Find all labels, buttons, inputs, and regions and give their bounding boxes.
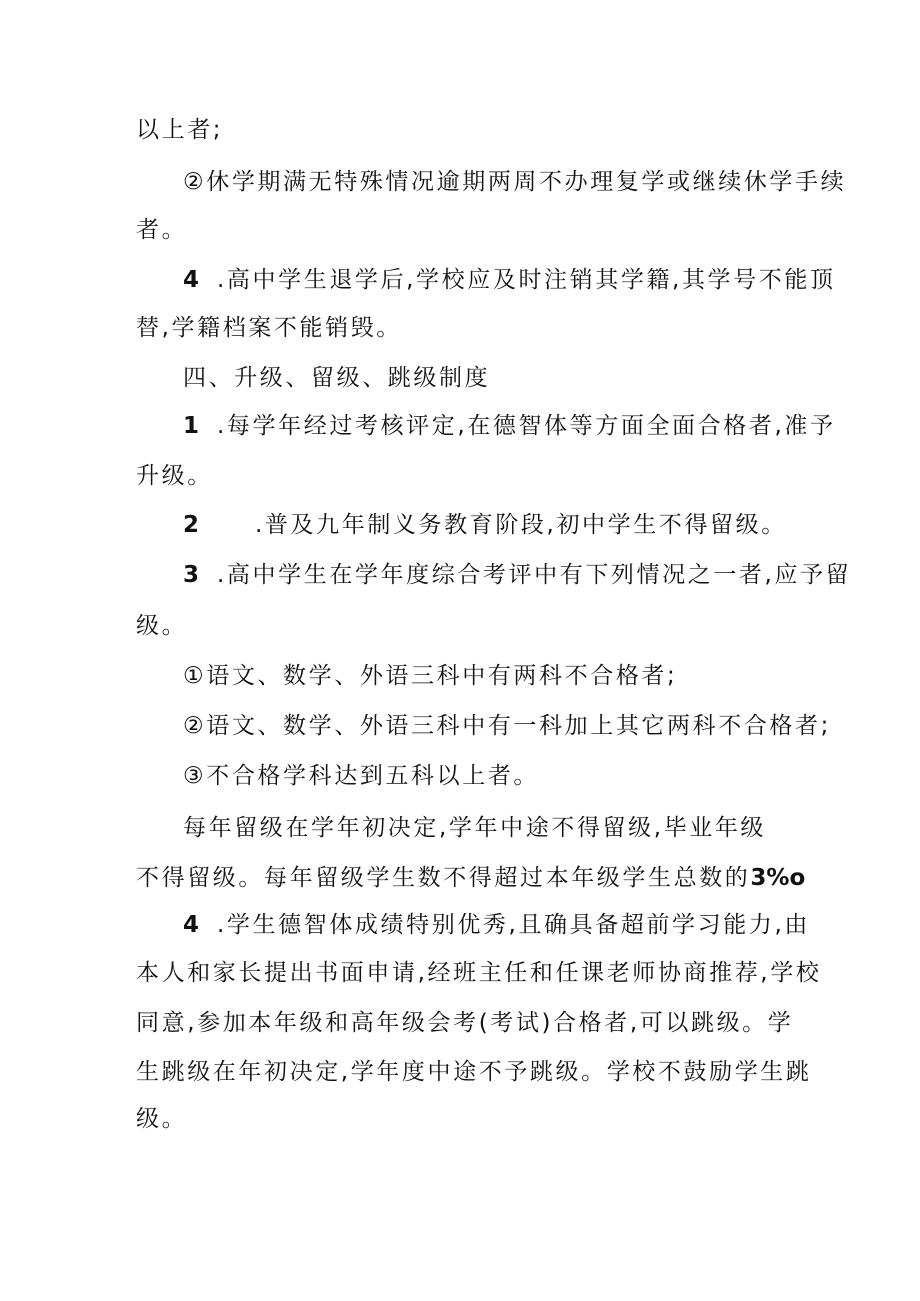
text-line <box>183 260 843 300</box>
text-line <box>183 706 843 746</box>
line-text: .普及九年制义务教育阶段,初中学生不得留级。 <box>255 512 787 538</box>
text-line <box>183 555 852 595</box>
line-text: 替,学籍档案不能销毁。 <box>136 315 402 341</box>
item-number: 1 <box>183 413 200 439</box>
line-text: 者。 <box>136 217 188 243</box>
line-text: ③不合格学科达到五科以上者。 <box>183 763 540 789</box>
item-number: 3 <box>183 562 200 588</box>
line-text: ②语文、数学、外语三科中有一科加上其它两科不合格者; <box>183 713 831 739</box>
line-text: 级。 <box>136 1106 188 1132</box>
text-line <box>136 1052 812 1092</box>
percent-value: 3%o <box>750 865 806 891</box>
line-text: 不得留级。每年留级学生数不得超过本年级学生总数的 <box>136 865 751 891</box>
line-text: .每学年经过考核评定,在德智体等方面全面合格者,准予 <box>217 413 836 439</box>
text-line <box>136 110 796 150</box>
item-number: 2 <box>183 512 200 538</box>
line-text: 生跳级在年初决定,学年度中途不予跳级。学校不鼓励学生跳 <box>136 1059 812 1085</box>
text-line <box>136 953 822 993</box>
line-text: 同意,参加本年级和高年级会考(考试)合格者,可以跳级。学 <box>136 1010 794 1036</box>
line-text: .学生德智体成绩特别优秀,且确具备超前学习能力,由 <box>217 912 810 938</box>
line-text: 级。 <box>136 613 188 639</box>
text-line <box>136 1003 796 1043</box>
text-line <box>136 456 796 496</box>
text-line <box>183 756 843 796</box>
line-text: 四、升级、留级、跳级制度 <box>183 365 491 391</box>
text-line <box>136 1099 796 1139</box>
text-line <box>136 308 796 348</box>
text-line <box>183 505 843 545</box>
text-line <box>183 162 847 202</box>
line-text: 以上者; <box>136 117 224 143</box>
item-number: 4 <box>183 267 200 293</box>
item-number: 4 <box>183 912 200 938</box>
text-line <box>183 905 843 945</box>
text-line <box>136 210 796 250</box>
text-line <box>183 406 843 446</box>
line-text: 本人和家长提出书面申请,经班主任和任课老师协商推荐,学校 <box>136 960 822 986</box>
line-text: ①语文、数学、外语三科中有两科不合格者; <box>183 663 678 689</box>
line-text: ②休学期满无特殊情况逾期两周不办理复学或继续休学手续 <box>183 169 847 195</box>
text-line <box>136 606 796 646</box>
line-text: .高中学生退学后,学校应及时注销其学籍,其学号不能顶 <box>217 267 836 293</box>
text-line <box>183 656 843 696</box>
line-text: 升级。 <box>136 463 213 489</box>
line-text: .高中学生在学年度综合考评中有下列情况之一者,应予留 <box>217 562 852 588</box>
section-heading <box>183 358 843 398</box>
text-line <box>183 808 843 848</box>
text-line <box>136 858 806 898</box>
line-text: 每年留级在学年初决定,学年中途不得留级,毕业年级 <box>183 815 767 841</box>
